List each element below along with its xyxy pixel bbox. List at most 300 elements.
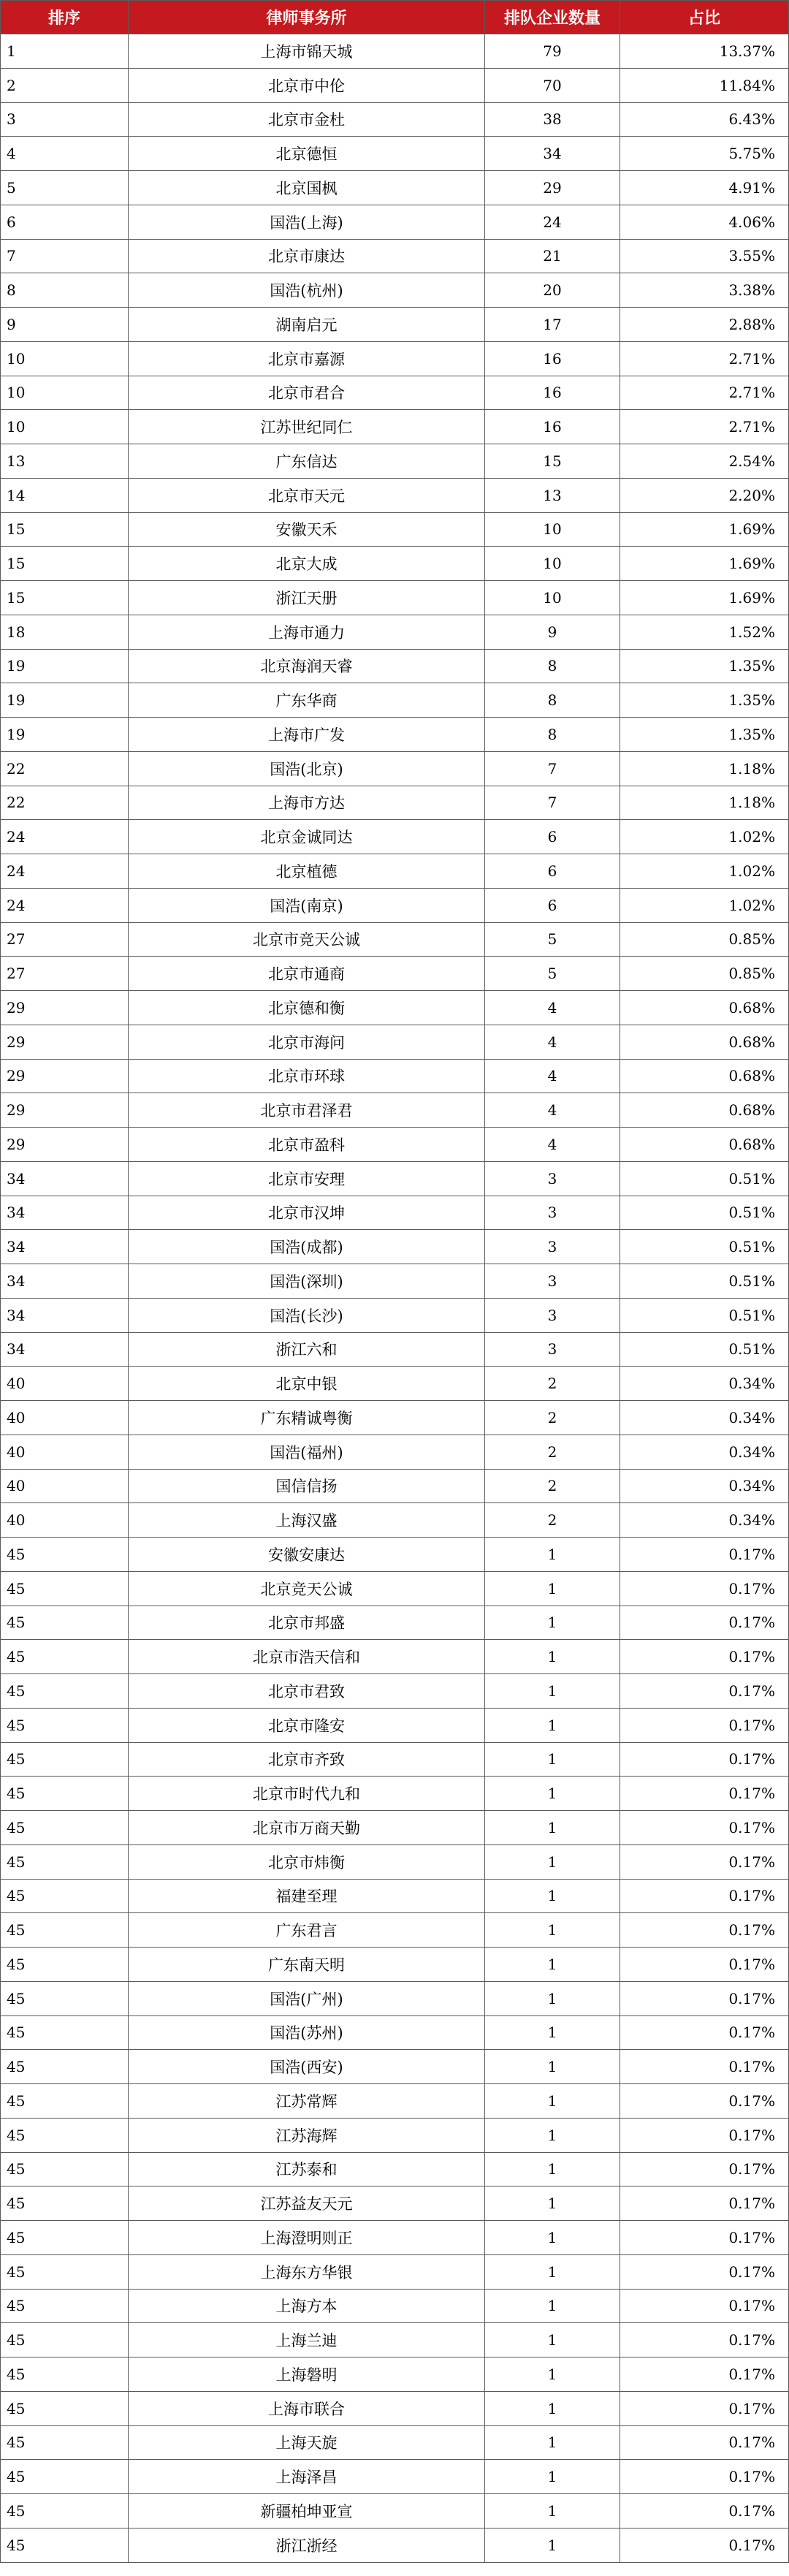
rank-cell: 45: [1, 1948, 129, 1982]
rank-cell: 27: [1, 922, 129, 957]
rank-cell: 34: [1, 1332, 129, 1367]
share-cell: 0.68%: [620, 1059, 789, 1093]
count-cell: 1: [485, 2494, 620, 2528]
firm-name-cell: 北京市海问: [129, 1025, 485, 1059]
table-row: [1, 341, 789, 376]
rank-cell: 13: [1, 444, 129, 479]
count-cell: 4: [485, 991, 620, 1025]
firm-name-cell: 广东精诚粤衡: [129, 1401, 485, 1435]
share-cell: 0.17%: [620, 1811, 789, 1845]
rank-cell: 45: [1, 1538, 129, 1572]
firm-name-cell: 国浩(南京): [129, 888, 485, 922]
count-cell: 6: [485, 888, 620, 922]
table-row: [1, 68, 789, 102]
share-cell: 6.43%: [620, 102, 789, 137]
table-row: [1, 991, 789, 1025]
firm-name-cell: 国浩(上海): [129, 205, 485, 239]
rank-cell: 45: [1, 2425, 129, 2460]
firm-name-cell: 上海市方达: [129, 786, 485, 820]
rank-cell: 45: [1, 1708, 129, 1742]
rank-cell: 45: [1, 1742, 129, 1777]
rank-cell: 45: [1, 2118, 129, 2152]
rank-cell: 15: [1, 581, 129, 615]
table-row: [1, 2357, 789, 2392]
share-cell: 0.17%: [620, 2186, 789, 2221]
firm-name-cell: 国浩(西安): [129, 2050, 485, 2084]
count-cell: 1: [485, 1981, 620, 2015]
rank-cell: 10: [1, 341, 129, 376]
table-row: [1, 1332, 789, 1367]
firm-name-cell: 上海泽昌: [129, 2460, 485, 2494]
count-cell: 1: [485, 2323, 620, 2357]
count-cell: 5: [485, 922, 620, 957]
count-cell: 1: [485, 1844, 620, 1879]
rank-cell: 45: [1, 2254, 129, 2289]
firm-name-cell: 国信信扬: [129, 1469, 485, 1503]
share-cell: 11.84%: [620, 68, 789, 102]
share-cell: 0.51%: [620, 1332, 789, 1367]
firm-name-cell: 国浩(杭州): [129, 273, 485, 308]
firm-name-cell: 北京市天元: [129, 478, 485, 512]
firm-name-cell: 安徽安康达: [129, 1538, 485, 1572]
share-cell: 0.17%: [620, 1571, 789, 1606]
share-cell: 4.91%: [620, 171, 789, 205]
rank-cell: 45: [1, 2186, 129, 2221]
firm-name-cell: 北京市竞天公诚: [129, 922, 485, 957]
firm-name-cell: 北京大成: [129, 547, 485, 581]
table-row: [1, 1606, 789, 1640]
firm-name-cell: 上海市广发: [129, 718, 485, 752]
table-row: [1, 34, 789, 69]
table-row: [1, 1913, 789, 1948]
share-cell: 0.17%: [620, 2152, 789, 2186]
share-cell: 0.17%: [620, 1742, 789, 1777]
count-cell: 1: [485, 1948, 620, 1982]
firm-name-cell: 北京市环球: [129, 1059, 485, 1093]
count-cell: 29: [485, 171, 620, 205]
count-cell: 2: [485, 1401, 620, 1435]
share-cell: 0.34%: [620, 1401, 789, 1435]
share-cell: 1.35%: [620, 683, 789, 718]
table-row: [1, 547, 789, 581]
rank-cell: 45: [1, 2015, 129, 2050]
count-cell: 1: [485, 1777, 620, 1811]
firm-name-cell: 浙江六和: [129, 1332, 485, 1367]
share-cell: 0.51%: [620, 1196, 789, 1230]
count-cell: 10: [485, 512, 620, 547]
share-cell: 0.51%: [620, 1161, 789, 1196]
rank-cell: 45: [1, 2323, 129, 2357]
header-share: 占比: [620, 1, 789, 34]
table-row: [1, 410, 789, 444]
firm-name-cell: 北京市君合: [129, 376, 485, 410]
rank-cell: 10: [1, 376, 129, 410]
table-row: [1, 2084, 789, 2119]
count-cell: 2: [485, 1367, 620, 1401]
count-cell: 70: [485, 68, 620, 102]
firm-name-cell: 北京市康达: [129, 239, 485, 273]
table-row: [1, 1196, 789, 1230]
firm-name-cell: 国浩(福州): [129, 1435, 485, 1469]
rank-cell: 22: [1, 751, 129, 786]
count-cell: 4: [485, 1059, 620, 1093]
firm-name-cell: 上海市锦天城: [129, 34, 485, 69]
share-cell: 2.88%: [620, 308, 789, 342]
count-cell: 4: [485, 1093, 620, 1128]
rank-cell: 6: [1, 205, 129, 239]
count-cell: 1: [485, 2050, 620, 2084]
share-cell: 2.71%: [620, 410, 789, 444]
rank-cell: 40: [1, 1469, 129, 1503]
firm-name-cell: 广东君言: [129, 1913, 485, 1948]
rank-cell: 29: [1, 1093, 129, 1128]
table-row: [1, 2254, 789, 2289]
count-cell: 16: [485, 341, 620, 376]
firm-name-cell: 北京市炜衡: [129, 1844, 485, 1879]
table-row: [1, 1742, 789, 1777]
table-row: [1, 1879, 789, 1913]
share-cell: 0.17%: [620, 2050, 789, 2084]
rank-cell: 45: [1, 1640, 129, 1674]
table-row: [1, 137, 789, 171]
rank-cell: 19: [1, 683, 129, 718]
share-cell: 5.75%: [620, 137, 789, 171]
share-cell: 0.17%: [620, 2494, 789, 2528]
count-cell: 1: [485, 1879, 620, 1913]
count-cell: 1: [485, 1742, 620, 1777]
table-row: [1, 2152, 789, 2186]
share-cell: 1.69%: [620, 512, 789, 547]
count-cell: 1: [485, 2152, 620, 2186]
share-cell: 0.17%: [620, 1844, 789, 1879]
share-cell: 0.68%: [620, 1025, 789, 1059]
count-cell: 3: [485, 1264, 620, 1299]
share-cell: 0.68%: [620, 991, 789, 1025]
table-row: [1, 2015, 789, 2050]
count-cell: 3: [485, 1332, 620, 1367]
count-cell: 6: [485, 820, 620, 854]
count-cell: 21: [485, 239, 620, 273]
firm-name-cell: 上海东方华银: [129, 2254, 485, 2289]
rank-cell: 19: [1, 649, 129, 683]
table-row: [1, 786, 789, 820]
count-cell: 17: [485, 308, 620, 342]
table-row: [1, 2391, 789, 2425]
share-cell: 2.54%: [620, 444, 789, 479]
firm-name-cell: 安徽天禾: [129, 512, 485, 547]
rank-cell: 45: [1, 2050, 129, 2084]
firm-name-cell: 福建至理: [129, 1879, 485, 1913]
table-row: [1, 1264, 789, 1299]
count-cell: 1: [485, 1606, 620, 1640]
count-cell: 7: [485, 751, 620, 786]
table-row: [1, 376, 789, 410]
rank-cell: 40: [1, 1401, 129, 1435]
firm-name-cell: 国浩(苏州): [129, 2015, 485, 2050]
table-row: [1, 2528, 789, 2562]
table-row: [1, 1367, 789, 1401]
rank-cell: 19: [1, 718, 129, 752]
share-cell: 13.37%: [620, 34, 789, 69]
share-cell: 1.35%: [620, 649, 789, 683]
firm-name-cell: 广东华商: [129, 683, 485, 718]
count-cell: 38: [485, 102, 620, 137]
table-row: [1, 1811, 789, 1845]
table-row: [1, 581, 789, 615]
rank-cell: 45: [1, 2357, 129, 2392]
firm-name-cell: 北京市邦盛: [129, 1606, 485, 1640]
firm-name-cell: 北京海润天睿: [129, 649, 485, 683]
rank-cell: 45: [1, 2084, 129, 2119]
firm-name-cell: 北京市金杜: [129, 102, 485, 137]
firm-name-cell: 北京市安理: [129, 1161, 485, 1196]
share-cell: 0.17%: [620, 2460, 789, 2494]
firm-name-cell: 北京市嘉源: [129, 341, 485, 376]
share-cell: 0.68%: [620, 1128, 789, 1162]
count-cell: 1: [485, 2460, 620, 2494]
share-cell: 0.34%: [620, 1367, 789, 1401]
header-count: 排队企业数量: [485, 1, 620, 34]
rank-cell: 40: [1, 1435, 129, 1469]
count-cell: 4: [485, 1128, 620, 1162]
firm-name-cell: 国浩(深圳): [129, 1264, 485, 1299]
rank-cell: 9: [1, 308, 129, 342]
firm-name-cell: 广东南天明: [129, 1948, 485, 1982]
firm-name-cell: 北京市中伦: [129, 68, 485, 102]
table-row: [1, 751, 789, 786]
table-row: [1, 1674, 789, 1709]
share-cell: 0.17%: [620, 1913, 789, 1948]
share-cell: 0.85%: [620, 922, 789, 957]
rank-cell: 45: [1, 1811, 129, 1845]
rank-cell: 45: [1, 1879, 129, 1913]
firm-name-cell: 上海市通力: [129, 615, 485, 649]
firm-name-cell: 北京市浩天信和: [129, 1640, 485, 1674]
rank-cell: 14: [1, 478, 129, 512]
share-cell: 0.17%: [620, 2357, 789, 2392]
share-cell: 1.35%: [620, 718, 789, 752]
rank-cell: 22: [1, 786, 129, 820]
firm-name-cell: 国浩(成都): [129, 1230, 485, 1264]
rank-cell: 7: [1, 239, 129, 273]
share-cell: 2.71%: [620, 341, 789, 376]
firm-name-cell: 北京德恒: [129, 137, 485, 171]
firm-name-cell: 上海澄明则正: [129, 2221, 485, 2255]
count-cell: 3: [485, 1230, 620, 1264]
table-row: [1, 444, 789, 479]
firm-name-cell: 北京市万商天勤: [129, 1811, 485, 1845]
table-row: [1, 478, 789, 512]
share-cell: 0.17%: [620, 2323, 789, 2357]
count-cell: 16: [485, 376, 620, 410]
firm-name-cell: 北京竞天公诚: [129, 1571, 485, 1606]
rank-cell: 45: [1, 2494, 129, 2528]
share-cell: 1.69%: [620, 547, 789, 581]
count-cell: 10: [485, 547, 620, 581]
share-cell: 0.17%: [620, 2528, 789, 2562]
firm-name-cell: 上海市联合: [129, 2391, 485, 2425]
count-cell: 9: [485, 615, 620, 649]
count-cell: 1: [485, 2015, 620, 2050]
table-row: [1, 1128, 789, 1162]
rank-cell: 18: [1, 615, 129, 649]
table-row: [1, 2118, 789, 2152]
share-cell: 0.17%: [620, 1879, 789, 1913]
count-cell: 1: [485, 1913, 620, 1948]
rank-cell: 15: [1, 547, 129, 581]
count-cell: 1: [485, 1811, 620, 1845]
rank-cell: 45: [1, 1981, 129, 2015]
header-rank: 排序: [1, 1, 129, 34]
count-cell: 2: [485, 1469, 620, 1503]
table-row: [1, 1059, 789, 1093]
count-cell: 1: [485, 2528, 620, 2562]
share-cell: 0.17%: [620, 1777, 789, 1811]
firm-name-cell: 北京市汉坤: [129, 1196, 485, 1230]
firm-name-cell: 北京市君致: [129, 1674, 485, 1709]
share-cell: 4.06%: [620, 205, 789, 239]
table-row: [1, 1435, 789, 1469]
rank-cell: 45: [1, 2460, 129, 2494]
count-cell: 3: [485, 1161, 620, 1196]
firm-name-cell: 国浩(长沙): [129, 1298, 485, 1332]
share-cell: 0.34%: [620, 1469, 789, 1503]
table-row: [1, 1093, 789, 1128]
table-row: [1, 2425, 789, 2460]
table-row: [1, 854, 789, 889]
share-cell: 1.02%: [620, 854, 789, 889]
firm-name-cell: 国浩(北京): [129, 751, 485, 786]
share-cell: 0.34%: [620, 1503, 789, 1538]
count-cell: 2: [485, 1435, 620, 1469]
rank-cell: 24: [1, 820, 129, 854]
count-cell: 10: [485, 581, 620, 615]
count-cell: 13: [485, 478, 620, 512]
rank-cell: 27: [1, 957, 129, 991]
table-row: [1, 2221, 789, 2255]
rank-cell: 29: [1, 1025, 129, 1059]
firm-name-cell: 上海方本: [129, 2289, 485, 2323]
count-cell: 24: [485, 205, 620, 239]
rank-cell: 34: [1, 1196, 129, 1230]
share-cell: 3.38%: [620, 273, 789, 308]
table-row: [1, 1981, 789, 2015]
share-cell: 2.20%: [620, 478, 789, 512]
firm-name-cell: 北京国枫: [129, 171, 485, 205]
count-cell: 8: [485, 718, 620, 752]
count-cell: 8: [485, 683, 620, 718]
table-row: [1, 888, 789, 922]
firm-name-cell: 浙江浙经: [129, 2528, 485, 2562]
share-cell: 0.17%: [620, 1981, 789, 2015]
table-row: [1, 1503, 789, 1538]
count-cell: 3: [485, 1196, 620, 1230]
rank-cell: 10: [1, 410, 129, 444]
count-cell: 1: [485, 2084, 620, 2119]
share-cell: 0.17%: [620, 1948, 789, 1982]
rank-cell: 3: [1, 102, 129, 137]
share-cell: 0.51%: [620, 1298, 789, 1332]
table-row: [1, 1469, 789, 1503]
share-cell: 0.17%: [620, 2118, 789, 2152]
table-row: [1, 1844, 789, 1879]
firm-name-cell: 江苏海辉: [129, 2118, 485, 2152]
table-row: [1, 718, 789, 752]
table-row: [1, 1708, 789, 1742]
rank-cell: 40: [1, 1367, 129, 1401]
firm-name-cell: 江苏常辉: [129, 2084, 485, 2119]
rank-cell: 45: [1, 1606, 129, 1640]
rank-cell: 45: [1, 1777, 129, 1811]
rank-cell: 24: [1, 888, 129, 922]
firm-name-cell: 江苏益友天元: [129, 2186, 485, 2221]
share-cell: 0.51%: [620, 1230, 789, 1264]
firm-name-cell: 浙江天册: [129, 581, 485, 615]
rank-cell: 34: [1, 1230, 129, 1264]
firm-name-cell: 上海天旋: [129, 2425, 485, 2460]
count-cell: 1: [485, 1538, 620, 1572]
share-cell: 0.85%: [620, 957, 789, 991]
table-row: [1, 1777, 789, 1811]
share-cell: 1.52%: [620, 615, 789, 649]
firm-name-cell: 国浩(广州): [129, 1981, 485, 2015]
share-cell: 0.17%: [620, 1606, 789, 1640]
share-cell: 0.34%: [620, 1435, 789, 1469]
rank-cell: 45: [1, 1674, 129, 1709]
count-cell: 16: [485, 410, 620, 444]
share-cell: 0.17%: [620, 2391, 789, 2425]
table-row: [1, 2186, 789, 2221]
firm-name-cell: 北京市齐致: [129, 1742, 485, 1777]
table-row: [1, 2050, 789, 2084]
table-row: [1, 683, 789, 718]
firm-name-cell: 北京植德: [129, 854, 485, 889]
table-row: [1, 1571, 789, 1606]
share-cell: 1.02%: [620, 888, 789, 922]
count-cell: 15: [485, 444, 620, 479]
count-cell: 1: [485, 1640, 620, 1674]
share-cell: 1.18%: [620, 786, 789, 820]
rank-cell: 1: [1, 34, 129, 69]
share-cell: 2.71%: [620, 376, 789, 410]
count-cell: 1: [485, 1571, 620, 1606]
share-cell: 0.51%: [620, 1264, 789, 1299]
table-row: [1, 512, 789, 547]
count-cell: 1: [485, 1708, 620, 1742]
rank-cell: 2: [1, 68, 129, 102]
rank-cell: 34: [1, 1298, 129, 1332]
table-row: [1, 1230, 789, 1264]
firm-name-cell: 上海汉盛: [129, 1503, 485, 1538]
table-row: [1, 1298, 789, 1332]
firm-name-cell: 北京市隆安: [129, 1708, 485, 1742]
firm-name-cell: 北京市君泽君: [129, 1093, 485, 1128]
firm-name-cell: 上海磐明: [129, 2357, 485, 2392]
table-row: [1, 171, 789, 205]
rank-cell: 45: [1, 2289, 129, 2323]
table-row: [1, 1640, 789, 1674]
count-cell: 1: [485, 2254, 620, 2289]
rank-cell: 45: [1, 2391, 129, 2425]
count-cell: 4: [485, 1025, 620, 1059]
table-row: [1, 205, 789, 239]
table-row: [1, 2323, 789, 2357]
table-row: [1, 615, 789, 649]
count-cell: 3: [485, 1298, 620, 1332]
table-body: [1, 34, 789, 2563]
rank-cell: 24: [1, 854, 129, 889]
share-cell: 0.17%: [620, 2254, 789, 2289]
